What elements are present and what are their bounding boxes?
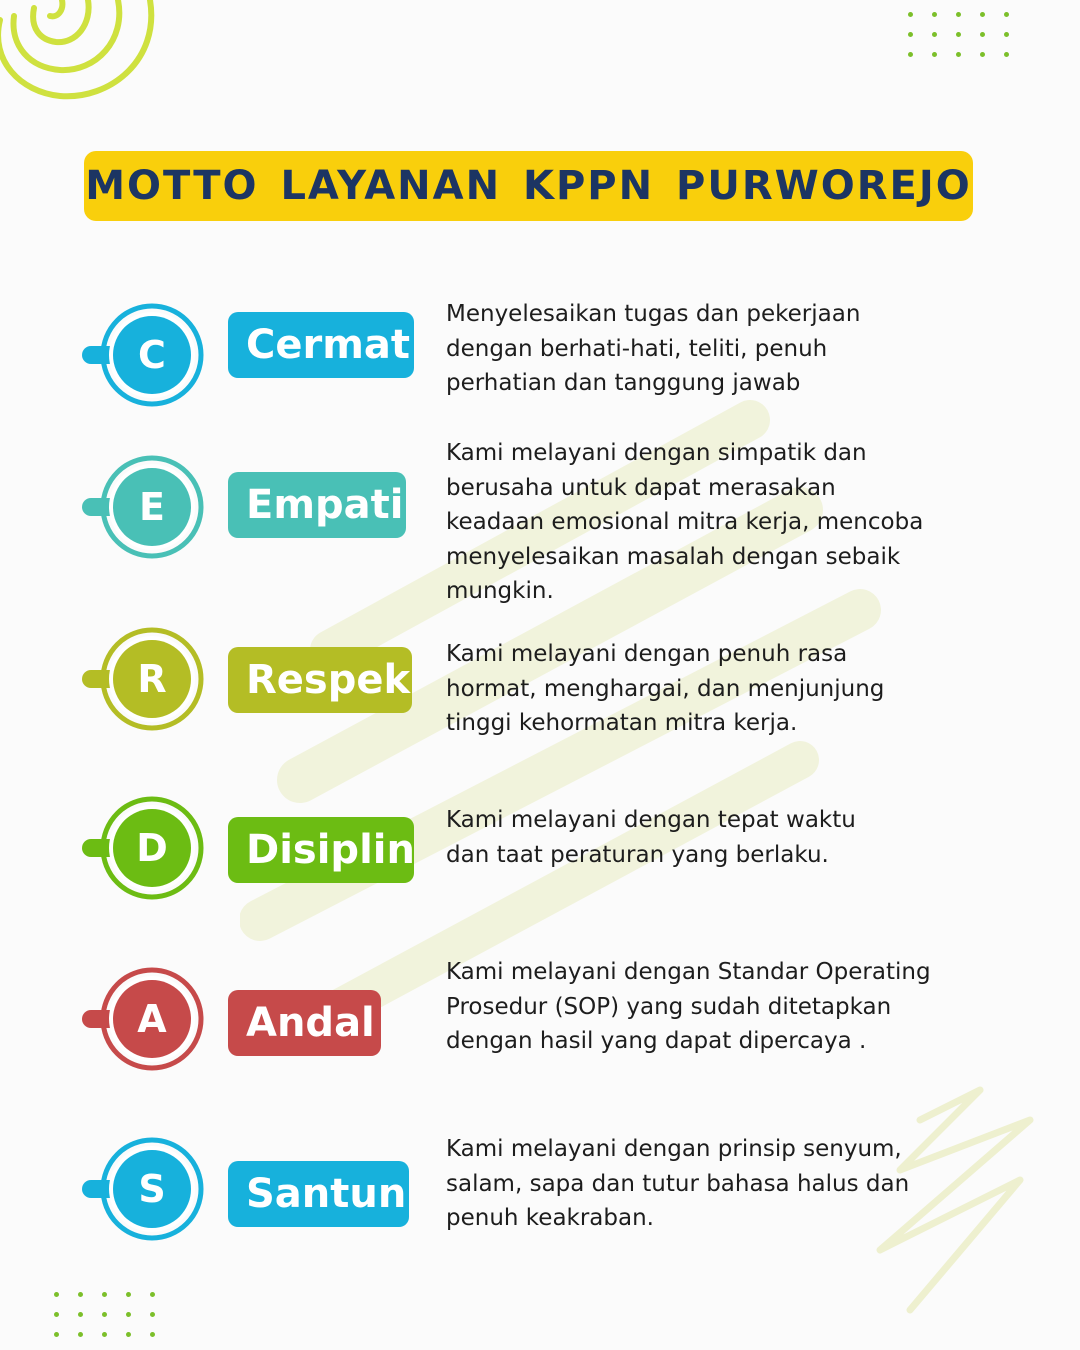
badge-letter: E <box>139 485 165 529</box>
letter-badge-c <box>80 300 210 410</box>
value-description-andal: Kami melayani dengan Standar Operating Prosedur (SOP) yang sudah ditetapkan dengan hasil yang dapat dipercaya . <box>446 959 931 1054</box>
value-description-cermat: Menyelesaikan tugas dan pekerjaan dengan berhati-hati, teliti, penuh perhatian dan tanggung jawab <box>446 301 861 396</box>
value-label-cermat: Cermat <box>228 312 414 378</box>
spiral-decoration <box>0 0 170 110</box>
value-label-andal: Andal <box>228 990 381 1056</box>
badge-letter: D <box>136 826 168 870</box>
value-description-santun: Kami melayani dengan prinsip senyum, salam, sapa dan tutur bahasa halus dan penuh keakraban. <box>446 1136 910 1231</box>
value-description-disiplin: Kami melayani dengan tepat waktu dan taat peraturan yang berlaku. <box>446 807 856 868</box>
letter-badge-e <box>80 452 210 562</box>
badge-letter: C <box>138 333 166 377</box>
letter-badge-r <box>80 624 210 734</box>
value-label-empati: Empati <box>228 472 406 538</box>
value-label-santun: Santun <box>228 1161 409 1227</box>
dot-grid-top-right <box>898 4 1018 64</box>
badge-letter: A <box>137 997 167 1041</box>
badge-letter: S <box>138 1167 166 1211</box>
value-description-respek: Kami melayani dengan penuh rasa hormat, menghargai, dan menjunjung tinggi kehormatan mitra kerja. <box>446 641 885 736</box>
value-description-empati: Kami melayani dengan simpatik dan berusaha untuk dapat merasakan keadaan emosional mitra kerja, mencoba menyelesaikan masalah dengan sebaik mungkin. <box>446 440 924 604</box>
dot-grid-bottom-left <box>44 1284 164 1344</box>
title-banner <box>84 151 973 221</box>
letter-badge-s <box>80 1134 210 1244</box>
value-label-disiplin: Disiplin <box>228 817 414 883</box>
page-title: MOTTO LAYANAN KPPN PURWOREJO <box>85 163 972 209</box>
value-label-respek: Respek <box>228 647 412 713</box>
letter-badge-a <box>80 964 210 1074</box>
letter-badge-d <box>80 793 210 903</box>
badge-letter: R <box>137 657 167 701</box>
